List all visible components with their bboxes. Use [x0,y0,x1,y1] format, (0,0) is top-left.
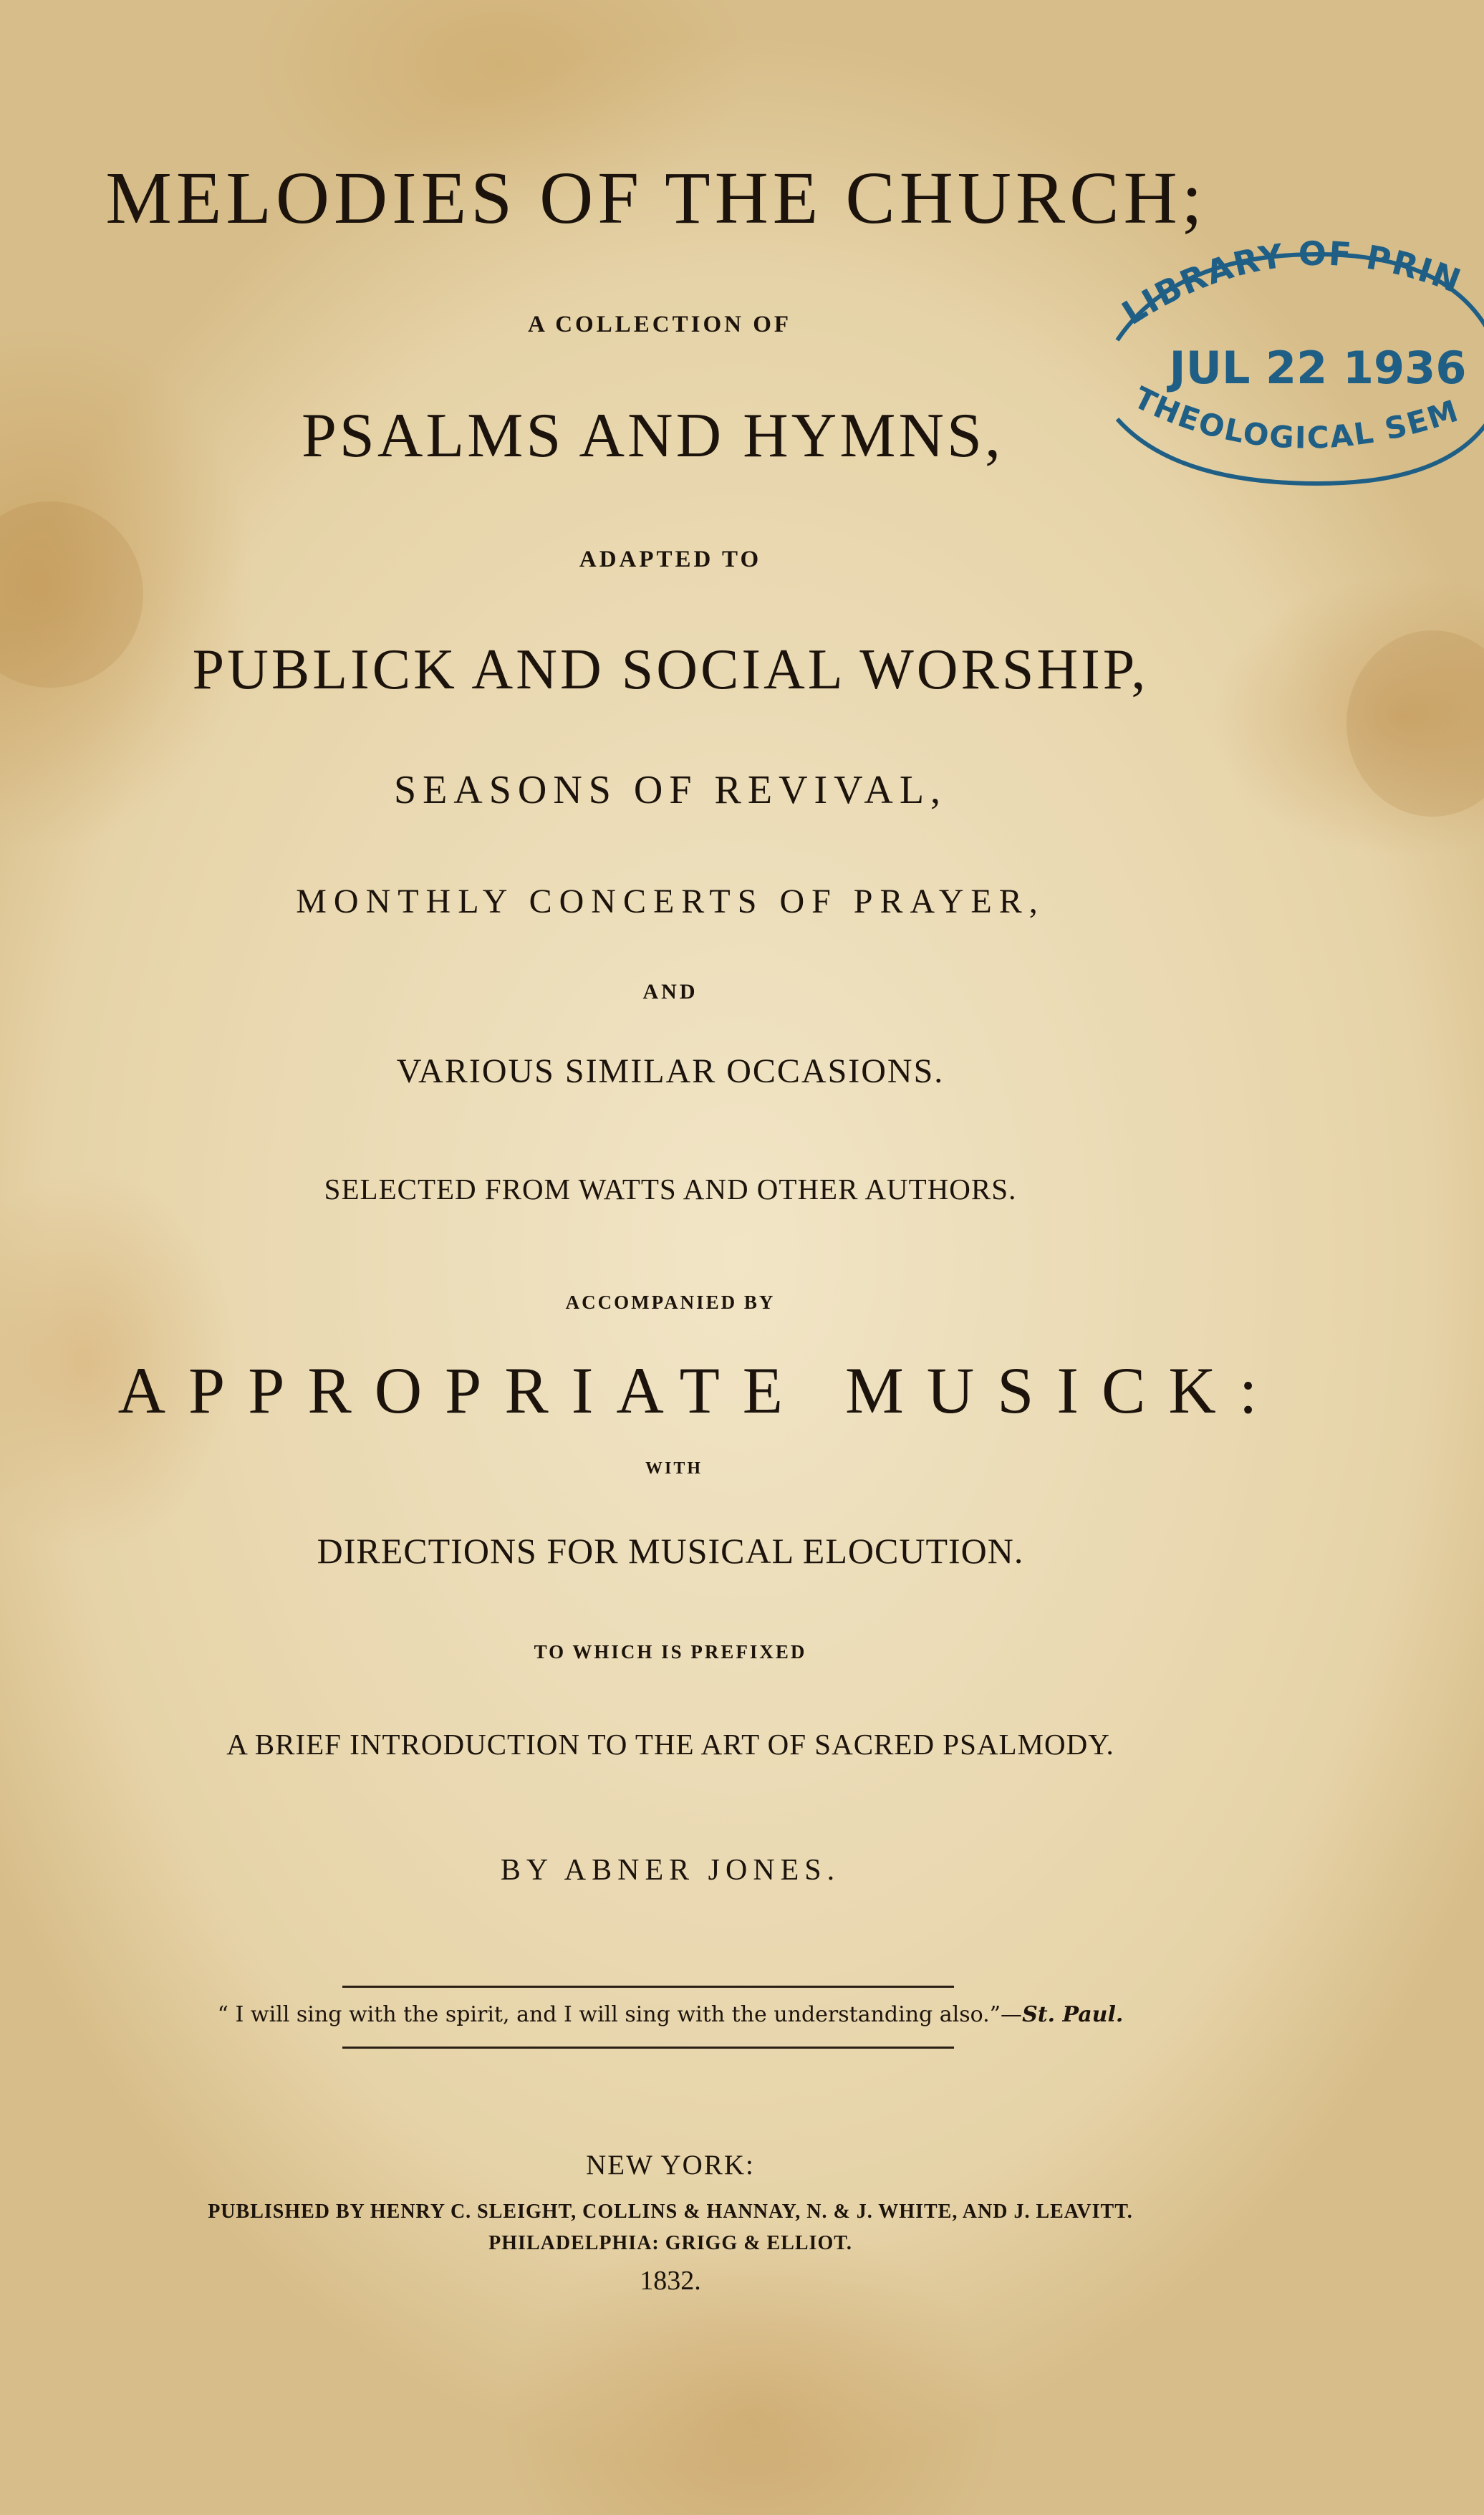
stamp-bottom-text: THEOLOGICAL SEM [1128,380,1464,456]
accompanied-label: ACCOMPANIED BY [565,1292,776,1313]
library-stamp-graphic [1103,240,1484,505]
imprint-year: 1832. [640,2266,701,2296]
subject-heading: PSALMS AND HYMNS, [301,401,1003,471]
author-line: BY ABNER JONES. [500,1854,841,1887]
imprint-philadelphia: PHILADELPHIA: GRIGG & ELLIOT. [488,2232,852,2254]
and-label: AND [642,980,698,1004]
epigraph-text: “ I will sing with the spirit, and I will sing with the understanding also.”— [217,2002,1023,2027]
introduction-line: A BRIEF INTRODUCTION TO THE ART OF SACRED PSALMODY. [226,1728,1114,1761]
collection-label: A COLLECTION OF [527,312,792,337]
worship-heading: PUBLICK AND SOCIAL WORSHIP, [192,638,1149,701]
imprint-city: NEW YORK: [586,2150,755,2180]
imprint-publishers: PUBLISHED BY HENRY C. SLEIGHT, COLLINS & HANNAY, N. & J. WHITE, AND J. LEAVITT. [208,2201,1133,2223]
music-heading: APPROPRIATE MUSICK: [117,1354,1281,1427]
epigraph-attribution: St. Paul. [1022,2002,1124,2027]
selected-line: SELECTED FROM WATTS AND OTHER AUTHORS. [324,1173,1017,1206]
directions-heading: DIRECTIONS FOR MUSICAL ELOCUTION. [317,1531,1024,1571]
concerts-heading: MONTHLY CONCERTS OF PRAYER, [296,883,1045,920]
seasons-heading: SEASONS OF REVIVAL, [393,768,948,812]
top-rule [342,1986,954,1988]
stamp-date: JUL 22 1936 [1169,342,1467,394]
occasions-heading: VARIOUS SIMILAR OCCASIONS. [396,1052,945,1090]
adapted-label: ADAPTED TO [579,547,762,572]
epigraph [0,2004,1412,2026]
svg-text:LIBRARY OF PRINCETON [1103,240,1467,332]
stamp-top-text: LIBRARY OF PRIN [1115,240,1468,333]
with-label: WITH [645,1459,703,1478]
library-stamp [1103,240,1484,505]
prefixed-label: TO WHICH IS PREFIXED [534,1641,807,1663]
book-title: MELODIES OF THE CHURCH; [105,157,1207,239]
bottom-rule [342,2047,954,2049]
